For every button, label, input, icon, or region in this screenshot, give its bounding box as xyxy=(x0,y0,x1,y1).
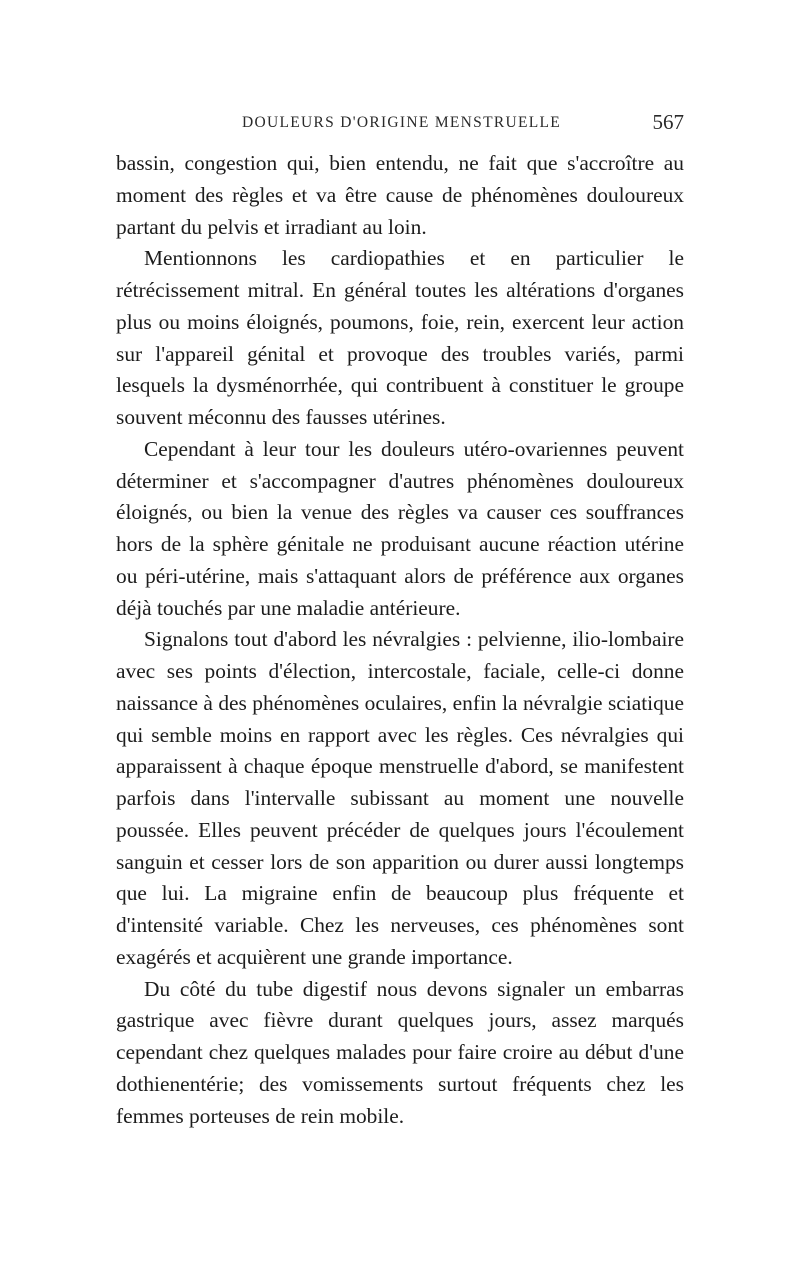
paragraph-cardiopathies: Mentionnons les cardiopathies et en particulier le rétrécissement mitral. En général toutes les altérations d'organes plus ou moins éloignés, poumons, foie, rein, exercent leur action sur l'appareil génital et provoque des troubles variés, parmi lesquels la dysménorrhée, qui contribuent à constituer le groupe souvent méconnu des fausses utérines. xyxy=(116,246,684,429)
body-text xyxy=(116,148,684,1132)
running-title: DOULEURS D'ORIGINE MENSTRUELLE xyxy=(242,114,562,131)
running-head xyxy=(116,110,684,138)
paragraph-tube-digestif: Du côté du tube digestif nous devons signaler un embarras gastrique avec fièvre durant quelques jours, assez marqués cependant chez quelques malades pour faire croire au début d'une dothienentérie; des vomissements surtout fréquents chez les femmes porteuses de rein mobile. xyxy=(116,976,684,1128)
paragraph-nevralgies: Signalons tout d'abord les névralgies : pelvienne, ilio-lombaire avec ses points d'élection, intercostale, faciale, celle-ci donne naissance à des phénomènes oculaires, enfin la névralgie sciatique qui semble moins en rapport avec les règles. Ces névralgies qui apparaissent à chaque époque menstruelle d'abord, se manifestent parfois dans l'intervalle subissant au moment une nouvelle poussée. Elles peuvent précéder de quelques jours l'écoulement sanguin et cesser lors de son apparition ou durer aussi longtemps que lui. La migraine enfin de beaucoup plus fréquente et d'intensité variable. Chez les nerveuses, ces phénomènes sont exagérés et acquièrent une grande importance. xyxy=(116,627,684,969)
paragraph-continuation: bassin, congestion qui, bien entendu, ne fait que s'accroître au moment des règles et va être cause de phénomènes douloureux partant du pelvis et irradiant au loin. xyxy=(116,151,684,239)
paragraph-douleurs-utero-ovariennes: Cependant à leur tour les douleurs utéro-ovariennes peuvent déterminer et s'accompagner d'autres phénomènes douloureux éloignés, ou bien la venue des règles va causer ces souffrances hors de la sphère génitale ne produisant aucune réaction utérine ou péri-utérine, mais s'attaquant alors de préférence aux organes déjà touchés par une maladie antérieure. xyxy=(116,436,684,620)
page-number: 567 xyxy=(652,110,684,134)
